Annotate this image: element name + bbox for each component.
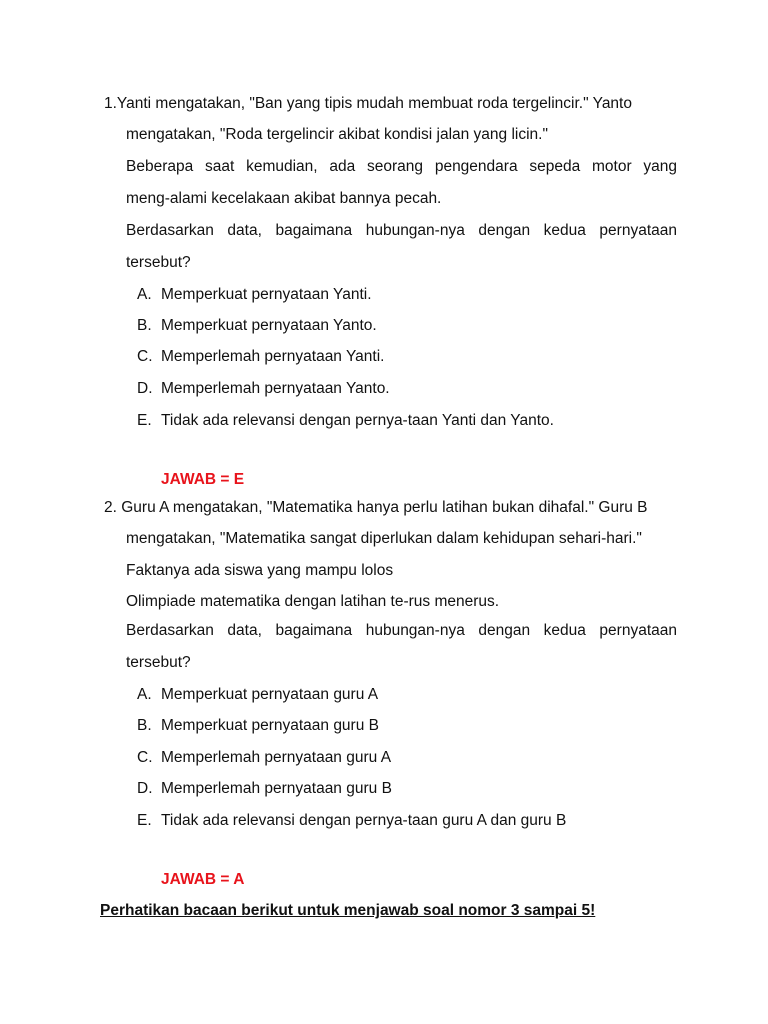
q1-option-d-letter: D.: [137, 380, 153, 397]
q1-stem-line-6: tersebut?: [126, 254, 191, 271]
q1-option-a-text: Memperkuat pernyataan Yanti.: [161, 286, 372, 303]
q2-stem-line-3: Faktanya ada siswa yang mampu lolos: [126, 562, 394, 579]
q1-option-e-text: Tidak ada relevansi dengan pernya-taan Yanti dan Yanto.: [161, 412, 554, 429]
q1-option-e-letter: E.: [137, 412, 152, 429]
q1-stem-line-2: mengatakan, "Roda tergelincir akibat kondisi jalan yang licin.": [126, 126, 548, 143]
q2-stem-line-4: Olimpiade matematika dengan latihan te-rus menerus.: [126, 593, 500, 610]
q2-option-c-text: Memperlemah pernyataan guru A: [161, 749, 392, 766]
section-instruction: Perhatikan bacaan berikut untuk menjawab soal nomor 3 sampai 5!: [100, 902, 596, 919]
q1-stem-line-3: Beberapa saat kemudian, ada seorang pengendara sepeda motor yang: [126, 158, 677, 175]
q2-stem-line-2: mengatakan, "Matematika sangat diperlukan dalam kehidupan sehari-hari.": [126, 530, 642, 547]
q1-answer: JAWAB = E: [161, 471, 245, 488]
q2-option-d-text: Memperlemah pernyataan guru B: [161, 780, 392, 797]
q1-option-b-text: Memperkuat pernyataan Yanto.: [161, 317, 377, 334]
q2-option-a-letter: A.: [137, 686, 152, 703]
q2-stem-line-1: 2. Guru A mengatakan, "Matematika hanya perlu latihan bukan dihafal." Guru B: [104, 499, 648, 516]
q2-option-a-text: Memperkuat pernyataan guru A: [161, 686, 379, 703]
q1-option-a-letter: A.: [137, 286, 152, 303]
q1-stem-line-1: 1.Yanti mengatakan, "Ban yang tipis mudah membuat roda tergelincir." Yanto: [104, 95, 632, 112]
q2-option-e-letter: E.: [137, 812, 152, 829]
q1-stem-line-5: Berdasarkan data, bagaimana hubungan-nya dengan kedua pernyataan: [126, 222, 677, 239]
q2-option-b-text: Memperkuat pernyataan guru B: [161, 717, 379, 734]
q1-option-b-letter: B.: [137, 317, 152, 334]
q1-option-c-text: Memperlemah pernyataan Yanti.: [161, 348, 385, 365]
q2-option-c-letter: C.: [137, 749, 153, 766]
q1-option-c-letter: C.: [137, 348, 153, 365]
q2-stem-line-6: tersebut?: [126, 654, 191, 671]
q2-answer: JAWAB = A: [161, 871, 245, 888]
q1-option-d-text: Memperlemah pernyataan Yanto.: [161, 380, 390, 397]
q2-option-d-letter: D.: [137, 780, 153, 797]
q2-option-b-letter: B.: [137, 717, 152, 734]
q2-option-e-text: Tidak ada relevansi dengan pernya-taan guru A dan guru B: [161, 812, 567, 829]
q2-stem-line-5: Berdasarkan data, bagaimana hubungan-nya dengan kedua pernyataan: [126, 622, 677, 639]
q1-stem-line-4: meng-alami kecelakaan akibat bannya pecah.: [126, 190, 442, 207]
